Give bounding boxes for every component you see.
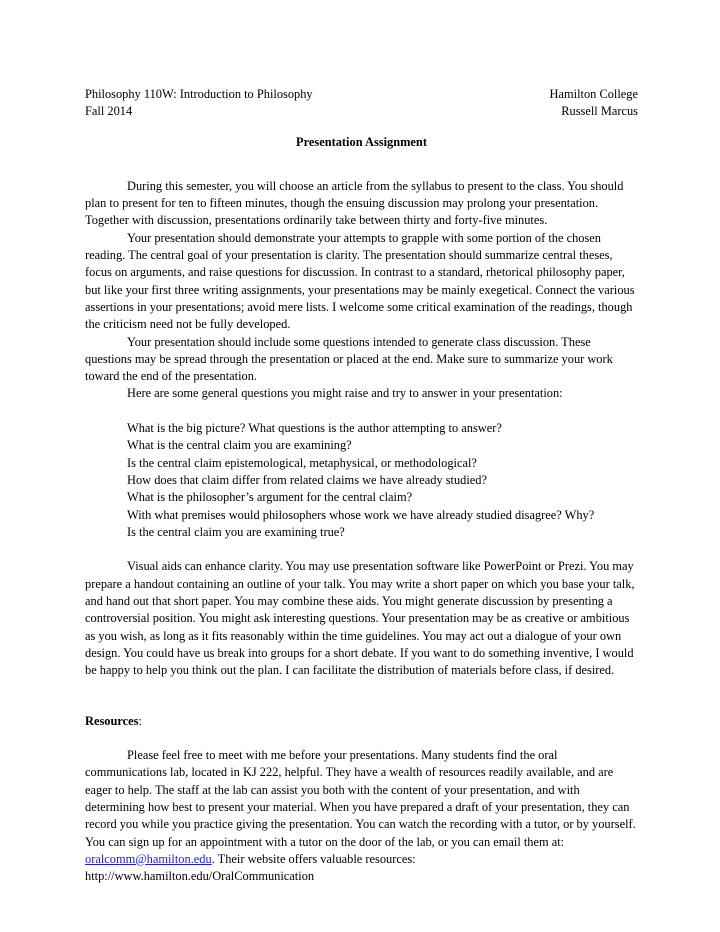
resources-body-text: Please feel free to meet with me before your presentations. Many students find the oral communications lab, located in KJ 222, helpful. They have a wealth of resources readily available, and are eager to help. The staff at the lab can assist you both with the content of your presentation, and with determining how best to present your material. When you have prepared a draft of your presentation, they can record you while you practice giving the presentation. You can watch the recording with a tutor, or by yourself. You can sign up for an appointment with a tutor on the door of the lab, or you can email them at: [85,748,636,849]
resources-heading [85,713,638,730]
question-list [85,420,638,541]
header-row-1 [85,86,638,103]
paragraph-question-intro: Here are some general questions you might raise and try to answer in your presentation: [127,386,563,401]
list-item: How does that claim differ from related claims we have already studied? [127,472,487,487]
paragraph-visual-aids: Visual aids can enhance clarity. You may use presentation software like PowerPoint or Prezi. You may prepare a handout containing an outline of your talk. You may write a short paper on which you base your talk, and hand out that short paper. You may combine these aids. You might generate discussion by presenting a controversial position. You might ask interesting questions. Your presentation may be as creative or ambitious as you wish, as long as it fits reasonably within the time guidelines. You may act out a dialogue of your own design. You could have us break into groups for a short debate. If you want to do something inventive, I would be happy to help you think out the plan. I can facilitate the distribution of materials before class, if desired. [85,559,635,678]
term: Fall 2014 [85,104,133,119]
email-link[interactable]: oralcomm@hamilton.edu [85,851,212,866]
resources-heading-label: Resources [85,713,139,728]
instructor-name: Russell Marcus [561,104,638,119]
resources-body-text-end: . Their website offers valuable resources: [211,851,416,866]
list-item: With what premises would philosophers whose work we have already studied disagree? Why? [127,507,595,522]
header-row-2 [85,103,638,120]
document-title: Presentation Assignment [296,134,427,149]
list-item: What is the central claim you are examining? [127,438,352,453]
resources-heading-colon: : [138,713,142,728]
list-item: Is the central claim you are examining true? [127,524,345,539]
paragraph-discussion-questions: Your presentation should include some questions intended to generate class discussion. These questions may be spread through the presentation or placed at the end. Make sure to summarize your work toward the end of the presentation. [85,334,613,384]
course-name: Philosophy 110W: Introduction to Philosophy [85,87,313,101]
paragraph-resources [85,747,638,868]
document-page [85,86,638,885]
list-item: Is the central claim epistemological, metaphysical, or methodological? [127,455,477,470]
website-url[interactable]: http://www.hamilton.edu/OralCommunication [85,869,315,884]
list-item: What is the philosopher’s argument for the central claim? [127,490,413,505]
paragraph-goals: Your presentation should demonstrate your attempts to grapple with some portion of the chosen reading. The central goal of your presentation is clarity. The presentation should summarize central theses, focus on arguments, and raise questions for discussion. In contrast to a standard, rhetorical philosophy paper, but like your first three writing assignments, your presentations may be mainly exegetical. Connect the various assertions in your presentations; avoid mere lists. I welcome some critical examination of the readings, though the criticism need not be fully developed. [85,230,635,332]
college-name: Hamilton College [549,87,638,101]
list-item: What is the big picture? What questions is the author attempting to answer? [127,421,502,436]
paragraph-intro: During this semester, you will choose an article from the syllabus to present to the class. You should plan to present for ten to fifteen minutes, though the ensuing discussion may prolong your presentation. Together with discussion, presentations ordinarily take between thirty and forty-five minutes. [85,178,624,228]
